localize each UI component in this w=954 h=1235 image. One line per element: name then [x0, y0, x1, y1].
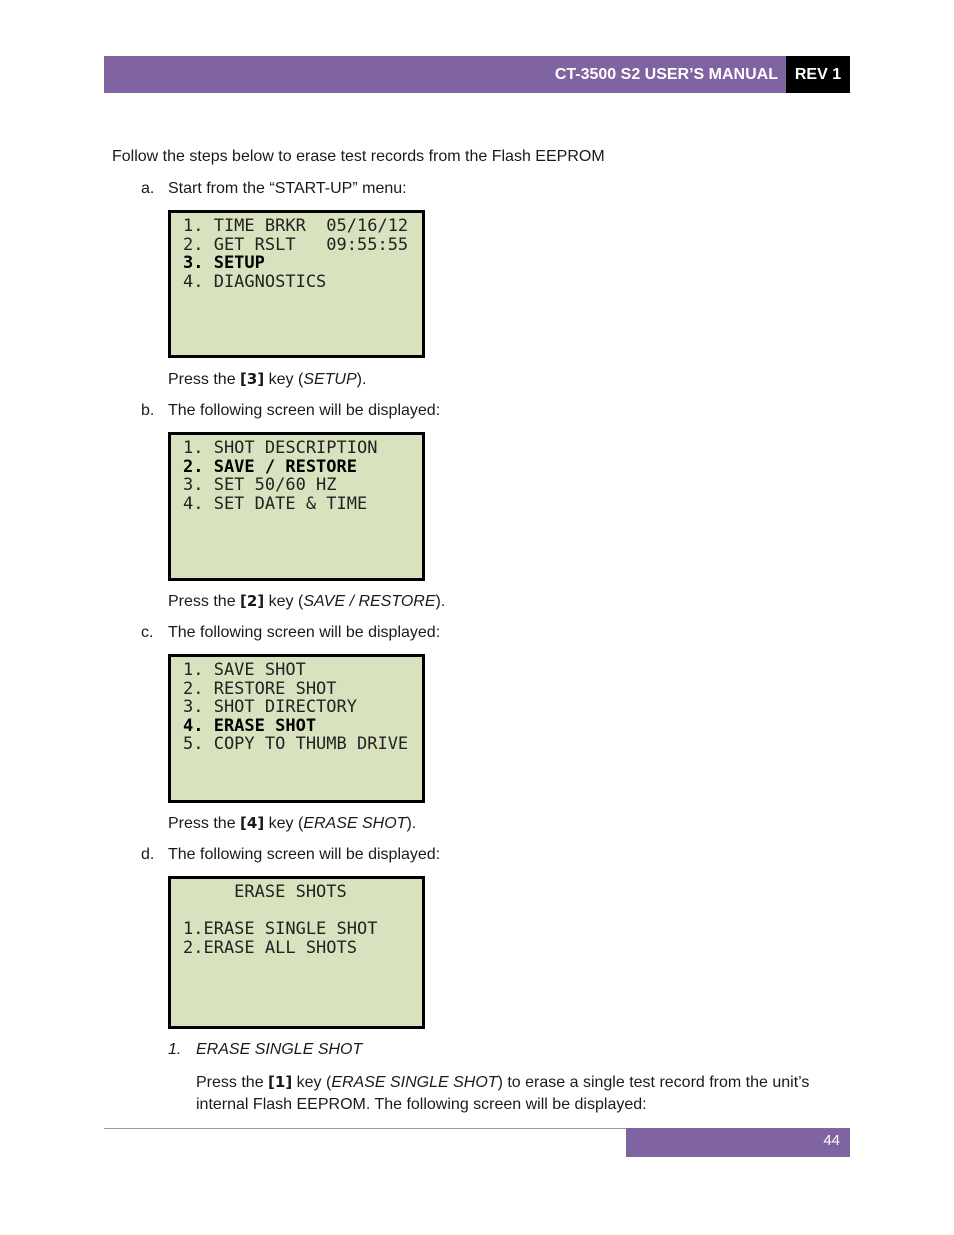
lcd-line: 2. RESTORE SHOT [183, 678, 337, 699]
lcd-line: 1. SHOT DESCRIPTION [183, 438, 378, 458]
lcd-line: 5. COPY TO THUMB DRIVE [183, 734, 409, 754]
lcd-line: 1. SAVE SHOT [183, 660, 306, 680]
substep-instruction: Press the [1] key (ERASE SINGLE SHOT) to erase a single test record from the unit’s [196, 1073, 810, 1091]
manual-title: CT-3500 S2 USER’S MANUAL [554, 66, 778, 83]
step-b-text: The following screen will be displayed: [168, 402, 441, 419]
lcd-save-restore-menu [168, 654, 425, 803]
page-number: 44 [823, 1132, 840, 1149]
lcd-line-selected: 4. ERASE SHOT [183, 715, 317, 736]
step-c-marker: c. [141, 624, 154, 641]
lcd-line: 3. SET 50/60 HZ [183, 475, 337, 495]
key-label: [3] [240, 370, 265, 388]
lcd-line-selected: 3. SETUP [183, 253, 265, 273]
step-b-instruction: Press the [2] key (SAVE / RESTORE). [168, 592, 446, 610]
lcd-setup-menu [168, 432, 425, 581]
lcd-startup-menu [168, 210, 425, 358]
lcd-erase-shots-menu [168, 876, 425, 1029]
lcd-line: 4. SET DATE & TIME [183, 493, 368, 514]
lcd-line-title: ERASE SHOTS [183, 882, 347, 902]
lcd-line: 1.ERASE SINGLE SHOT [183, 919, 378, 939]
substep-marker: 1. [168, 1041, 182, 1058]
lcd-line: 3. SHOT DIRECTORY [183, 697, 357, 717]
key-label: [4] [240, 814, 265, 832]
step-d-marker: d. [141, 846, 155, 863]
substep-title: ERASE SINGLE SHOT [196, 1041, 363, 1058]
lcd-line: 2. GET RSLT 09:55:55 [183, 234, 409, 255]
lcd-line: 4. DIAGNOSTICS [183, 271, 327, 292]
step-a-marker: a. [141, 180, 155, 197]
intro-text: Follow the steps below to erase test records from the Flash EEPROM [112, 148, 605, 165]
step-d-text: The following screen will be displayed: [168, 846, 441, 863]
lcd-line-blank [183, 902, 422, 921]
step-c-text: The following screen will be displayed: [168, 624, 441, 641]
header-bar [104, 56, 850, 93]
step-c-instruction: Press the [4] key (ERASE SHOT). [168, 814, 417, 832]
key-label: [1] [268, 1073, 293, 1091]
substep-instruction-line2: internal Flash EEPROM. The following screen will be displayed: [196, 1096, 647, 1113]
lcd-line: 2.ERASE ALL SHOTS [183, 937, 357, 958]
revision-badge: REV 1 [786, 56, 850, 93]
lcd-line: 1. TIME BRKR 05/16/12 [183, 216, 409, 236]
footer-bar [626, 1128, 850, 1157]
key-label: [2] [240, 592, 265, 610]
step-a-text: Start from the “START-UP” menu: [168, 180, 407, 197]
lcd-line-selected: 2. SAVE / RESTORE [183, 456, 357, 477]
step-a-instruction: Press the [3] key (SETUP). [168, 370, 367, 388]
step-b-marker: b. [141, 402, 155, 419]
